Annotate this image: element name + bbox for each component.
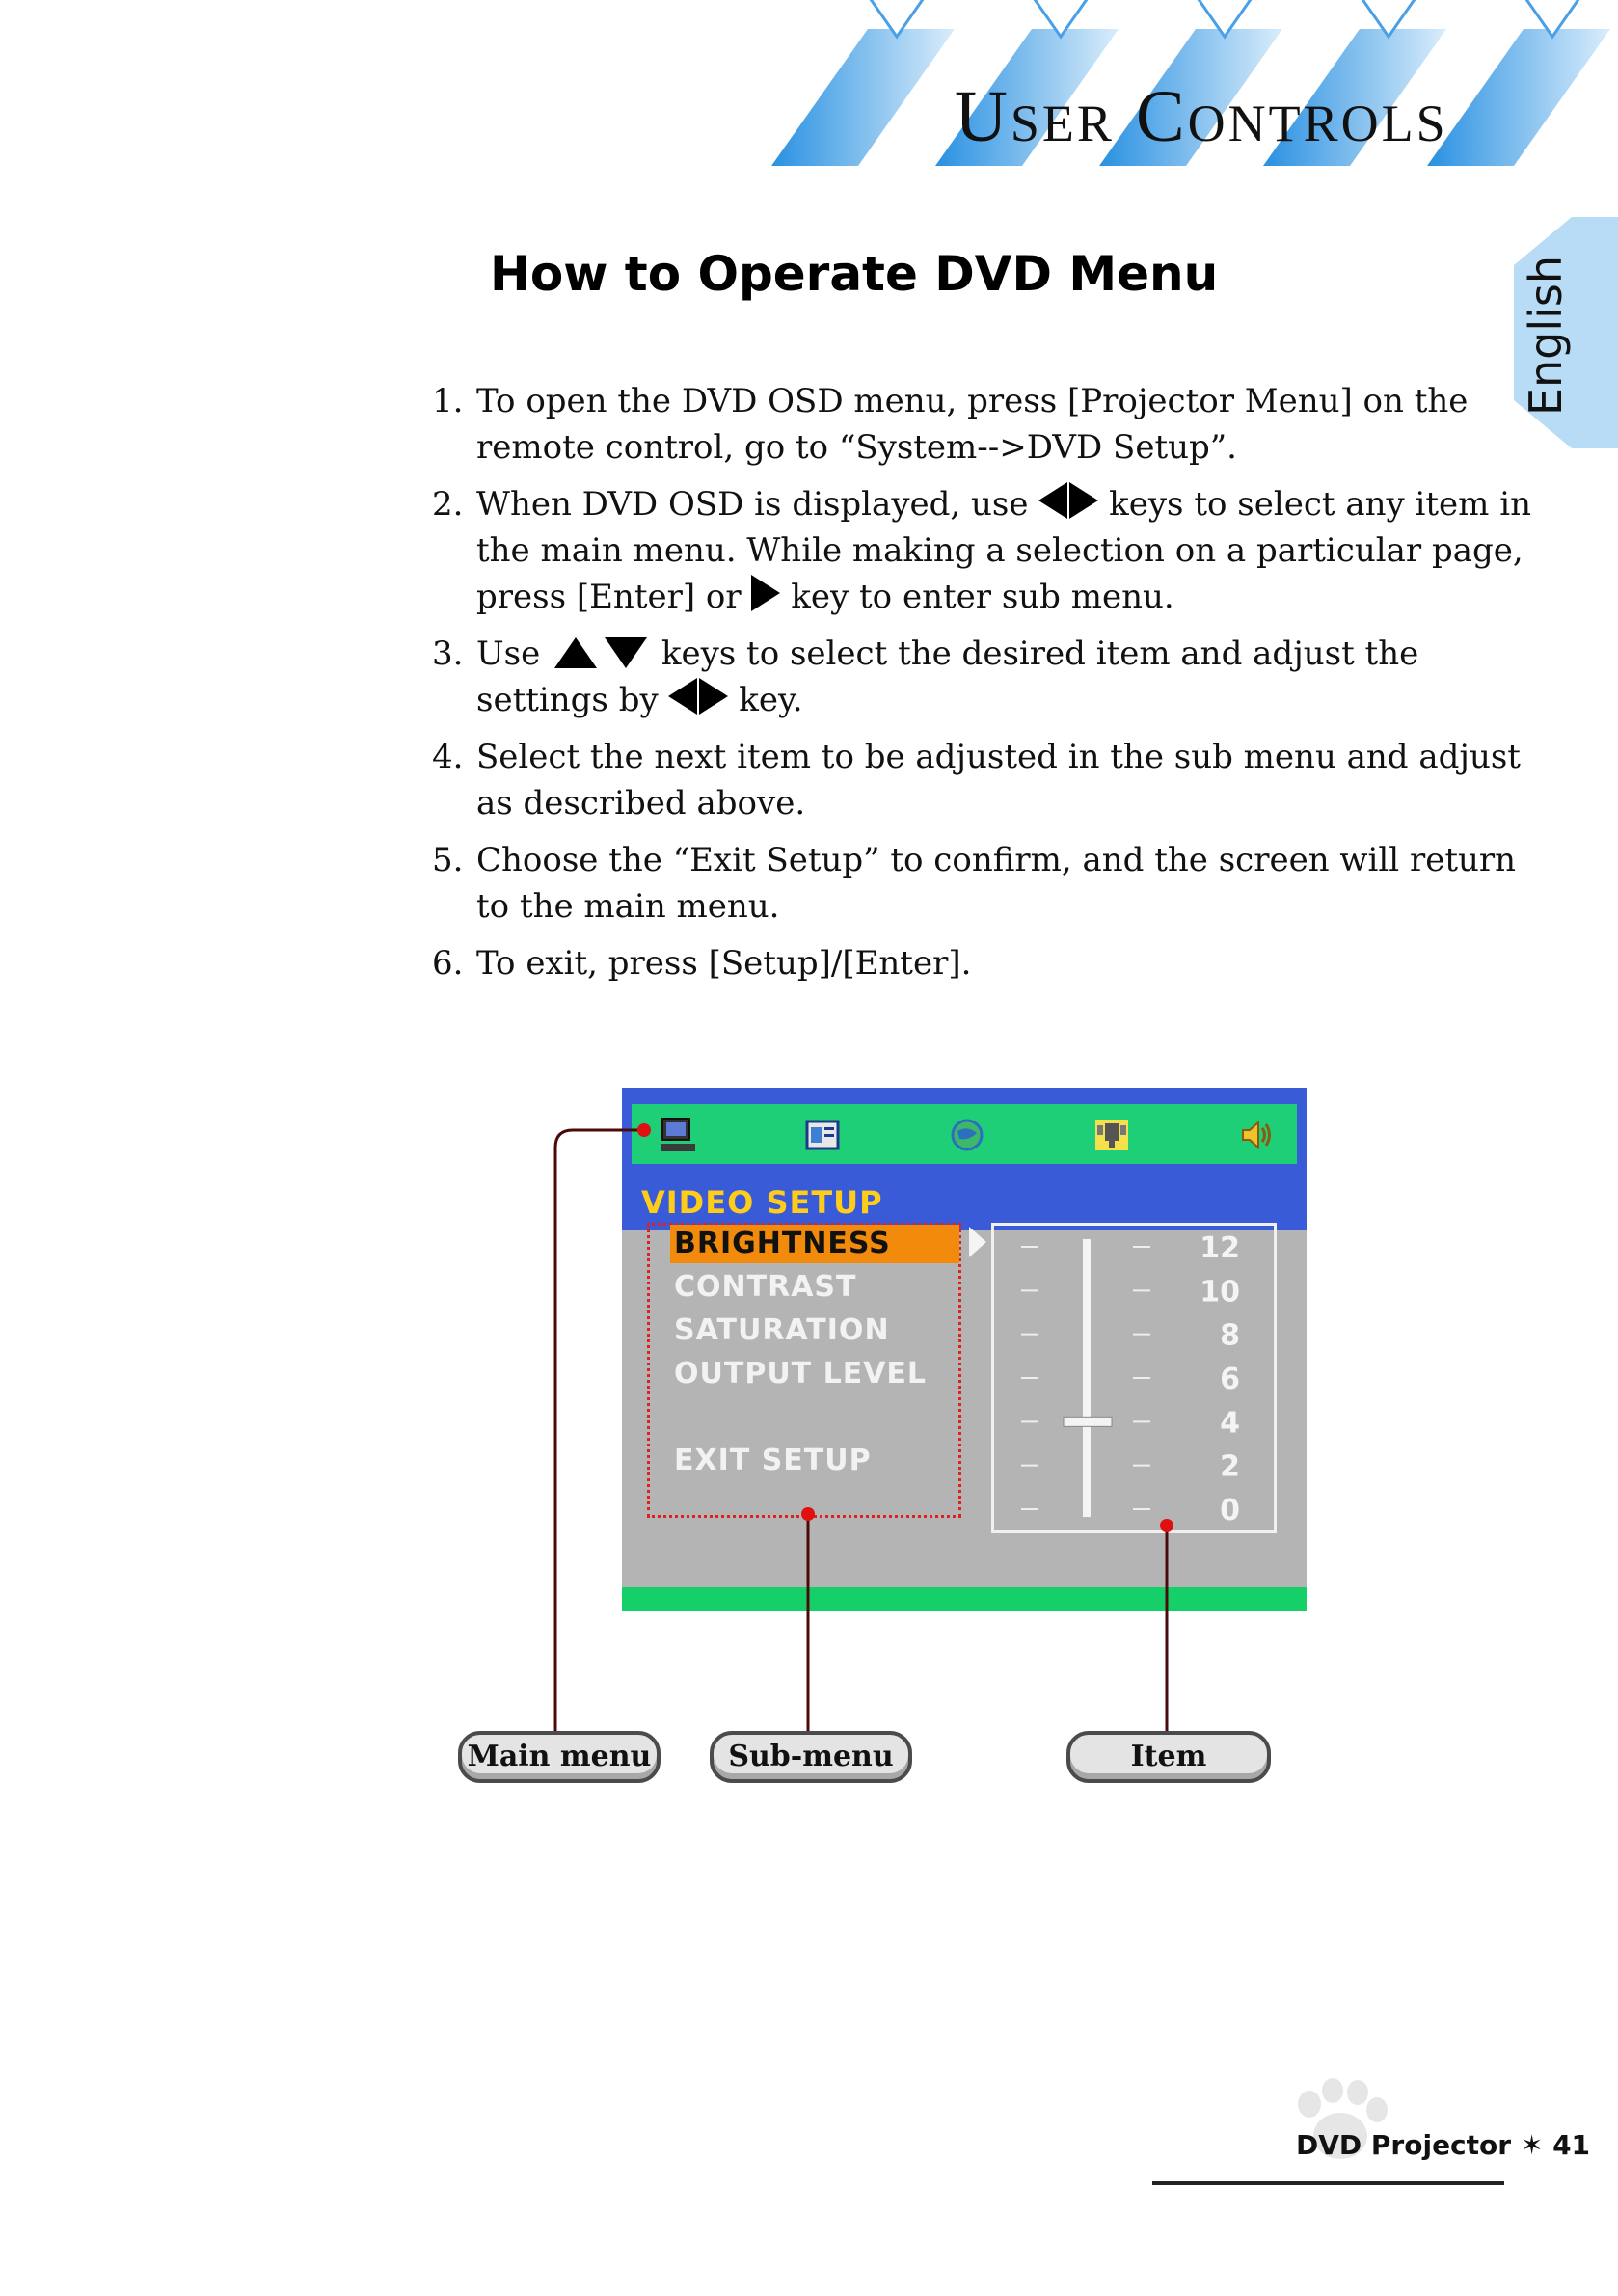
step-text: keys to select any item in the main menu. While making a selection on a particular page, press [Enter] or (476, 485, 1531, 616)
step-text: Select the next item to be adjusted in the sub menu and adjust as described above. (476, 738, 1521, 823)
step-number: 5. (432, 841, 464, 879)
step-text: Choose the “Exit Setup” to confirm, and the screen will return to the main menu. (476, 841, 1517, 926)
step-text: To exit, press [Setup]/[Enter]. (476, 944, 972, 983)
level-label: 4 (1220, 1406, 1240, 1441)
section-title-rest-1: SER (1010, 95, 1115, 152)
sub-menu-callout: Sub-menu (710, 1731, 912, 1783)
level-label: 12 (1200, 1231, 1240, 1265)
osd-item-output-level[interactable]: OUTPUT LEVEL (674, 1357, 928, 1391)
step-number: 3. (432, 635, 464, 673)
osd-item-exit-setup[interactable]: EXIT SETUP (674, 1444, 872, 1477)
level-label: 0 (1220, 1494, 1240, 1527)
footer (1296, 2129, 1590, 2161)
footer-rule (1152, 2181, 1504, 2185)
section-title-initial-1: U (955, 76, 1011, 157)
page-number: 41 (1552, 2129, 1591, 2161)
step-text: key to enter sub menu. (791, 578, 1174, 616)
step-number: 2. (432, 485, 464, 524)
footer-product: DVD Projector (1296, 2129, 1512, 2161)
page-heading: How to Operate DVD Menu (490, 246, 1219, 302)
step-number: 1. (432, 382, 464, 420)
main-menu-callout: Main menu (458, 1731, 661, 1783)
level-label: 6 (1220, 1363, 1240, 1396)
level-label: 2 (1220, 1449, 1240, 1484)
osd-title: VIDEO SETUP (641, 1184, 883, 1221)
footer-separator: ✶ (1520, 2129, 1544, 2161)
language-tab-label: English (1520, 255, 1572, 417)
osd-item-brightness[interactable]: BRIGHTNESS (670, 1225, 959, 1263)
step-text: When DVD OSD is displayed, use (476, 485, 1029, 524)
level-label: 8 (1220, 1318, 1240, 1353)
step-text: Use (476, 635, 541, 673)
step-number: 6. (432, 944, 464, 983)
step-number: 4. (432, 738, 464, 776)
item-callout: Item (1066, 1731, 1271, 1783)
level-label: 10 (1200, 1275, 1240, 1310)
step-text: key. (739, 681, 803, 719)
osd-item-saturation[interactable]: SATURATION (674, 1313, 890, 1347)
section-title-rest-2: ONTROLS (1187, 95, 1448, 152)
osd-item-contrast[interactable]: CONTRAST (674, 1270, 857, 1304)
section-title-initial-2: C (1135, 76, 1188, 157)
step-text: To open the DVD OSD menu, press [Projector Menu] on the remote control, go to “System-->DVD Setup”. (476, 382, 1469, 467)
step-text: keys to select the desired item and adjust the settings by (476, 635, 1419, 719)
